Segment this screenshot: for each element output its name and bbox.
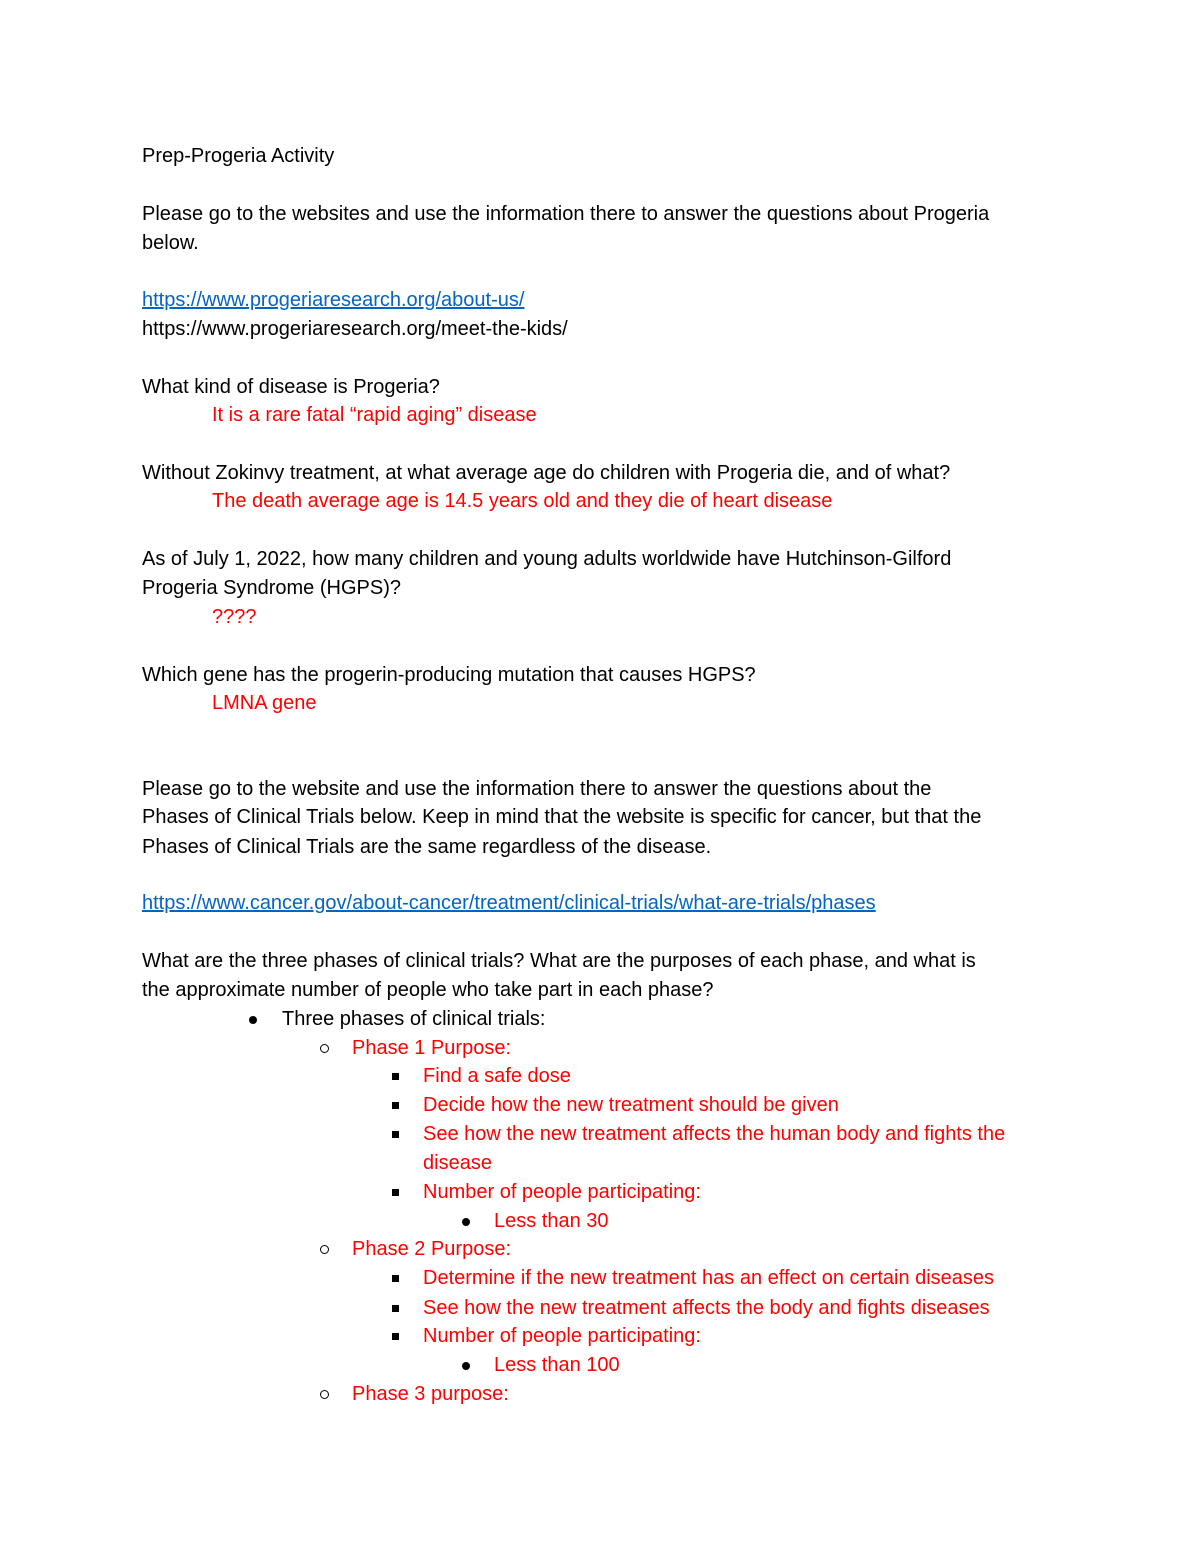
answer-average-age: The death average age is 14.5 years old and they die of heart disease <box>212 490 833 512</box>
clinical-intro-line: Please go to the website and use the information there to answer the questions about the <box>142 778 932 800</box>
bullet-square-icon <box>385 1264 405 1293</box>
cancer-gov-phases-link[interactable]: https://www.cancer.gov/about-cancer/treatment/clinical-trials/what-are-trials/phases <box>142 892 876 914</box>
about-us-link[interactable]: https://www.progeriaresearch.org/about-us/ <box>142 289 525 311</box>
bullet-circle-icon <box>314 1380 334 1409</box>
phase2-item: Number of people participating: <box>423 1325 701 1347</box>
bullet-square-icon <box>385 1120 405 1149</box>
question-hgps-count-line: Progeria Syndrome (HGPS)? <box>142 577 401 599</box>
phase3-heading: Phase 3 purpose: <box>352 1383 509 1405</box>
bullet-square-icon <box>385 1091 405 1120</box>
outline-top-item: Three phases of clinical trials: <box>282 1008 546 1030</box>
answer-gene: LMNA gene <box>212 692 317 714</box>
bullet-square-icon <box>385 1322 405 1351</box>
bullet-circle-icon <box>314 1034 334 1063</box>
phase2-participants: Less than 100 <box>494 1354 620 1376</box>
clinical-intro-line: Phases of Clinical Trials are the same regardless of the disease. <box>142 836 712 858</box>
bullet-square-icon <box>385 1178 405 1207</box>
question-gene: Which gene has the progerin-producing mutation that causes HGPS? <box>142 664 756 686</box>
question-disease-type: What kind of disease is Progeria? <box>142 376 440 398</box>
phase1-item: Number of people participating: <box>423 1181 701 1203</box>
meet-the-kids-url: https://www.progeriaresearch.org/meet-the-kids/ <box>142 318 568 340</box>
bullet-dot-icon <box>456 1351 476 1380</box>
question-phases-line: What are the three phases of clinical trials? What are the purposes of each phase, and what is <box>142 950 976 972</box>
answer-disease-type: It is a rare fatal “rapid aging” disease <box>212 404 537 426</box>
question-hgps-count-line: As of July 1, 2022, how many children and young adults worldwide have Hutchinson-Gilford <box>142 548 952 570</box>
phase2-item: Determine if the new treatment has an effect on certain diseases <box>423 1267 995 1289</box>
clinical-intro-line: Phases of Clinical Trials below. Keep in mind that the website is specific for cancer, but that the <box>142 806 982 828</box>
phase1-item-continuation: disease <box>423 1152 492 1174</box>
phase1-heading: Phase 1 Purpose: <box>352 1037 511 1059</box>
phase2-item: See how the new treatment affects the body and fights diseases <box>423 1297 990 1319</box>
phase1-item: Find a safe dose <box>423 1065 571 1087</box>
answer-hgps-count: ???? <box>212 606 257 628</box>
bullet-circle-icon <box>314 1235 334 1264</box>
intro-paragraph-line: Please go to the websites and use the information there to answer the questions about Progeria <box>142 203 990 225</box>
phase1-item: See how the new treatment affects the human body and fights the <box>423 1123 1006 1145</box>
phase1-item: Decide how the new treatment should be given <box>423 1094 839 1116</box>
bullet-dot-icon <box>456 1207 476 1236</box>
bullet-dot-icon <box>243 1005 263 1034</box>
document-title: Prep-Progeria Activity <box>142 145 335 167</box>
question-average-age: Without Zokinvy treatment, at what average age do children with Progeria die, and of what? <box>142 462 951 484</box>
bullet-square-icon <box>385 1062 405 1091</box>
intro-paragraph-line: below. <box>142 232 199 254</box>
bullet-square-icon <box>385 1294 405 1323</box>
phase1-participants: Less than 30 <box>494 1210 609 1232</box>
question-phases-line: the approximate number of people who take part in each phase? <box>142 979 714 1001</box>
phase2-heading: Phase 2 Purpose: <box>352 1238 511 1260</box>
